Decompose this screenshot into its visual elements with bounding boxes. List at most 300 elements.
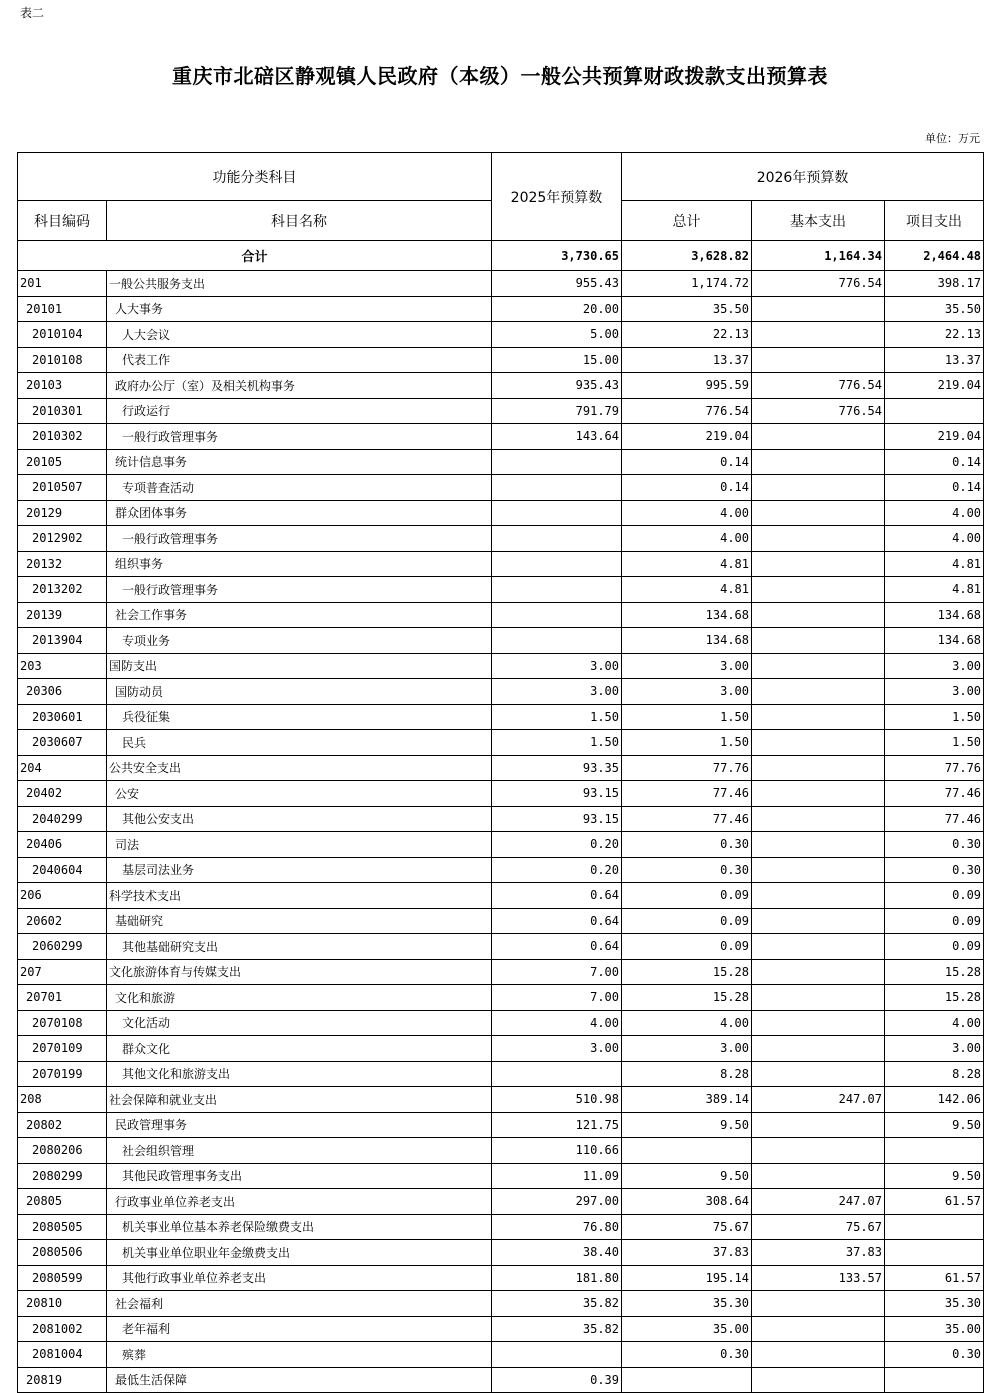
row-2026-basic xyxy=(752,755,885,781)
row-budget-2025 xyxy=(492,602,622,628)
row-name: 行政运行 xyxy=(107,398,492,424)
table-row xyxy=(18,1316,984,1342)
row-name: 民兵 xyxy=(107,730,492,756)
row-2026-project: 61.57 xyxy=(885,1265,984,1291)
row-code: 20805 xyxy=(18,1189,107,1215)
row-budget-2025: 935.43 xyxy=(492,373,622,399)
total-2025: 3,730.65 xyxy=(492,241,622,271)
row-budget-2025: 7.00 xyxy=(492,985,622,1011)
table-row xyxy=(18,908,984,934)
row-budget-2025: 181.80 xyxy=(492,1265,622,1291)
row-2026-total: 134.68 xyxy=(622,628,752,654)
row-budget-2025: 93.15 xyxy=(492,806,622,832)
row-code: 2012902 xyxy=(18,526,107,552)
row-2026-basic xyxy=(752,704,885,730)
row-2026-project: 3.00 xyxy=(885,1036,984,1062)
header-total: 总计 xyxy=(622,201,752,241)
row-budget-2025: 20.00 xyxy=(492,296,622,322)
row-2026-project: 142.06 xyxy=(885,1087,984,1113)
row-2026-total: 3.00 xyxy=(622,1036,752,1062)
row-code: 208 xyxy=(18,1087,107,1113)
row-name: 其他文化和旅游支出 xyxy=(107,1061,492,1087)
table-row xyxy=(18,1061,984,1087)
row-2026-basic xyxy=(752,475,885,501)
row-name: 国防支出 xyxy=(107,653,492,679)
row-2026-total: 35.30 xyxy=(622,1291,752,1317)
header-basic: 基本支出 xyxy=(752,201,885,241)
row-2026-project: 0.09 xyxy=(885,934,984,960)
budget-table xyxy=(17,152,984,1393)
row-2026-basic xyxy=(752,1342,885,1368)
row-code: 20129 xyxy=(18,500,107,526)
row-2026-project xyxy=(885,398,984,424)
row-budget-2025: 15.00 xyxy=(492,347,622,373)
row-2026-total: 0.30 xyxy=(622,1342,752,1368)
row-budget-2025 xyxy=(492,526,622,552)
row-name: 专项业务 xyxy=(107,628,492,654)
row-name: 一般行政管理事务 xyxy=(107,424,492,450)
row-2026-project: 9.50 xyxy=(885,1163,984,1189)
row-2026-total: 15.28 xyxy=(622,959,752,985)
row-budget-2025: 5.00 xyxy=(492,322,622,348)
row-2026-total: 1.50 xyxy=(622,704,752,730)
row-budget-2025: 510.98 xyxy=(492,1087,622,1113)
row-name: 社会保障和就业支出 xyxy=(107,1087,492,1113)
row-2026-total: 4.81 xyxy=(622,551,752,577)
row-2026-total: 995.59 xyxy=(622,373,752,399)
row-name: 代表工作 xyxy=(107,347,492,373)
row-budget-2025: 0.64 xyxy=(492,908,622,934)
row-budget-2025: 35.82 xyxy=(492,1316,622,1342)
table-row xyxy=(18,1036,984,1062)
row-budget-2025: 4.00 xyxy=(492,1010,622,1036)
row-code: 2010301 xyxy=(18,398,107,424)
row-budget-2025: 1.50 xyxy=(492,730,622,756)
row-2026-project: 35.00 xyxy=(885,1316,984,1342)
total-row xyxy=(18,241,984,271)
table-row xyxy=(18,1138,984,1164)
row-2026-basic xyxy=(752,883,885,909)
row-name: 文化活动 xyxy=(107,1010,492,1036)
row-name: 兵役征集 xyxy=(107,704,492,730)
header-name: 科目名称 xyxy=(107,201,492,241)
row-2026-total xyxy=(622,1367,752,1393)
row-2026-project xyxy=(885,1367,984,1393)
table-number-label: 表二 xyxy=(20,6,45,20)
row-code: 2081002 xyxy=(18,1316,107,1342)
row-2026-project: 77.46 xyxy=(885,781,984,807)
row-2026-total: 3.00 xyxy=(622,653,752,679)
row-2026-basic xyxy=(752,781,885,807)
row-name: 公安 xyxy=(107,781,492,807)
table-row xyxy=(18,628,984,654)
row-budget-2025 xyxy=(492,628,622,654)
row-code: 2070109 xyxy=(18,1036,107,1062)
row-2026-basic xyxy=(752,1061,885,1087)
table-row xyxy=(18,1240,984,1266)
row-2026-basic: 776.54 xyxy=(752,271,885,297)
row-code: 20406 xyxy=(18,832,107,858)
row-2026-basic xyxy=(752,1138,885,1164)
row-name: 专项普查活动 xyxy=(107,475,492,501)
row-budget-2025 xyxy=(492,551,622,577)
row-2026-basic xyxy=(752,959,885,985)
row-budget-2025: 3.00 xyxy=(492,679,622,705)
row-code: 2030601 xyxy=(18,704,107,730)
row-2026-total: 4.00 xyxy=(622,1010,752,1036)
row-budget-2025: 297.00 xyxy=(492,1189,622,1215)
row-2026-project xyxy=(885,1240,984,1266)
row-2026-project: 0.30 xyxy=(885,832,984,858)
row-2026-total: 35.00 xyxy=(622,1316,752,1342)
table-row xyxy=(18,653,984,679)
row-2026-basic xyxy=(752,730,885,756)
row-2026-basic xyxy=(752,857,885,883)
row-2026-basic xyxy=(752,296,885,322)
row-code: 2070199 xyxy=(18,1061,107,1087)
total-2026-project: 2,464.48 xyxy=(885,241,984,271)
table-row xyxy=(18,602,984,628)
table-row xyxy=(18,1087,984,1113)
row-code: 2040604 xyxy=(18,857,107,883)
table-row xyxy=(18,934,984,960)
row-budget-2025 xyxy=(492,1061,622,1087)
row-name: 一般行政管理事务 xyxy=(107,526,492,552)
row-2026-total: 35.50 xyxy=(622,296,752,322)
table-row xyxy=(18,959,984,985)
row-2026-basic: 247.07 xyxy=(752,1087,885,1113)
row-2026-total: 9.50 xyxy=(622,1163,752,1189)
table-row xyxy=(18,857,984,883)
total-2026-total: 3,628.82 xyxy=(622,241,752,271)
row-2026-total: 77.76 xyxy=(622,755,752,781)
row-name: 基础研究 xyxy=(107,908,492,934)
row-name: 国防动员 xyxy=(107,679,492,705)
row-code: 20105 xyxy=(18,449,107,475)
row-name: 一般公共服务支出 xyxy=(107,271,492,297)
row-2026-project: 1.50 xyxy=(885,704,984,730)
row-2026-total: 3.00 xyxy=(622,679,752,705)
row-2026-project: 61.57 xyxy=(885,1189,984,1215)
row-2026-project: 219.04 xyxy=(885,373,984,399)
header-budget-2025: 2025年预算数 xyxy=(492,153,622,241)
row-2026-project: 134.68 xyxy=(885,628,984,654)
row-2026-project: 9.50 xyxy=(885,1112,984,1138)
row-2026-project: 22.13 xyxy=(885,322,984,348)
header-func-class: 功能分类科目 xyxy=(18,153,492,201)
row-budget-2025: 3.00 xyxy=(492,653,622,679)
header-budget-2026: 2026年预算数 xyxy=(622,153,984,201)
row-code: 20701 xyxy=(18,985,107,1011)
row-2026-project: 4.00 xyxy=(885,526,984,552)
row-2026-total: 0.30 xyxy=(622,857,752,883)
row-budget-2025: 1.50 xyxy=(492,704,622,730)
row-code: 206 xyxy=(18,883,107,909)
table-row xyxy=(18,1189,984,1215)
row-code: 2010302 xyxy=(18,424,107,450)
row-name: 统计信息事务 xyxy=(107,449,492,475)
row-2026-basic xyxy=(752,934,885,960)
row-2026-basic xyxy=(752,985,885,1011)
row-2026-project: 3.00 xyxy=(885,653,984,679)
row-2026-project xyxy=(885,1214,984,1240)
row-budget-2025 xyxy=(492,475,622,501)
row-budget-2025: 3.00 xyxy=(492,1036,622,1062)
row-code: 2080299 xyxy=(18,1163,107,1189)
row-name: 社会工作事务 xyxy=(107,602,492,628)
row-2026-basic xyxy=(752,449,885,475)
row-2026-total: 15.28 xyxy=(622,985,752,1011)
table-row xyxy=(18,526,984,552)
row-name: 群众团体事务 xyxy=(107,500,492,526)
row-code: 2080599 xyxy=(18,1265,107,1291)
table-row xyxy=(18,296,984,322)
row-2026-total: 1,174.72 xyxy=(622,271,752,297)
row-name: 机关事业单位职业年金缴费支出 xyxy=(107,1240,492,1266)
row-code: 2010108 xyxy=(18,347,107,373)
row-name: 文化和旅游 xyxy=(107,985,492,1011)
row-name: 殡葬 xyxy=(107,1342,492,1368)
row-2026-basic: 247.07 xyxy=(752,1189,885,1215)
row-name: 科学技术支出 xyxy=(107,883,492,909)
table-row xyxy=(18,1342,984,1368)
table-row xyxy=(18,1291,984,1317)
table-row xyxy=(18,347,984,373)
row-budget-2025 xyxy=(492,577,622,603)
row-2026-project: 15.28 xyxy=(885,959,984,985)
row-2026-total: 77.46 xyxy=(622,806,752,832)
row-budget-2025: 76.80 xyxy=(492,1214,622,1240)
row-2026-total: 0.09 xyxy=(622,883,752,909)
row-2026-total: 219.04 xyxy=(622,424,752,450)
row-budget-2025: 11.09 xyxy=(492,1163,622,1189)
row-budget-2025: 110.66 xyxy=(492,1138,622,1164)
row-2026-project: 3.00 xyxy=(885,679,984,705)
row-2026-basic xyxy=(752,602,885,628)
row-2026-basic xyxy=(752,653,885,679)
row-2026-project: 398.17 xyxy=(885,271,984,297)
row-2026-total: 0.09 xyxy=(622,934,752,960)
row-budget-2025 xyxy=(492,500,622,526)
row-code: 20139 xyxy=(18,602,107,628)
row-code: 2080505 xyxy=(18,1214,107,1240)
row-2026-total: 134.68 xyxy=(622,602,752,628)
row-2026-basic xyxy=(752,1010,885,1036)
row-2026-total: 0.09 xyxy=(622,908,752,934)
row-code: 2080206 xyxy=(18,1138,107,1164)
row-2026-project: 35.50 xyxy=(885,296,984,322)
table-row xyxy=(18,1112,984,1138)
row-code: 2080506 xyxy=(18,1240,107,1266)
table-row xyxy=(18,551,984,577)
row-2026-project: 35.30 xyxy=(885,1291,984,1317)
row-budget-2025: 0.64 xyxy=(492,883,622,909)
table-row xyxy=(18,883,984,909)
table-row xyxy=(18,755,984,781)
table-row xyxy=(18,398,984,424)
row-name: 政府办公厅（室）及相关机构事务 xyxy=(107,373,492,399)
unit-label: 单位：万元 xyxy=(925,132,980,145)
row-2026-basic xyxy=(752,1163,885,1189)
row-name: 机关事业单位基本养老保险缴费支出 xyxy=(107,1214,492,1240)
row-budget-2025: 0.64 xyxy=(492,934,622,960)
row-name: 公共安全支出 xyxy=(107,755,492,781)
row-name: 组织事务 xyxy=(107,551,492,577)
row-2026-total: 8.28 xyxy=(622,1061,752,1087)
row-2026-basic: 133.57 xyxy=(752,1265,885,1291)
row-budget-2025: 38.40 xyxy=(492,1240,622,1266)
row-code: 2060299 xyxy=(18,934,107,960)
row-2026-total: 4.00 xyxy=(622,500,752,526)
row-name: 最低生活保障 xyxy=(107,1367,492,1393)
row-name: 社会福利 xyxy=(107,1291,492,1317)
row-2026-project: 4.00 xyxy=(885,500,984,526)
row-2026-total: 389.14 xyxy=(622,1087,752,1113)
row-name: 人大会议 xyxy=(107,322,492,348)
row-2026-total: 13.37 xyxy=(622,347,752,373)
row-code: 20810 xyxy=(18,1291,107,1317)
row-2026-project: 1.50 xyxy=(885,730,984,756)
row-2026-project: 0.30 xyxy=(885,857,984,883)
row-2026-basic xyxy=(752,1112,885,1138)
row-2026-total: 77.46 xyxy=(622,781,752,807)
row-name: 其他基础研究支出 xyxy=(107,934,492,960)
table-row xyxy=(18,373,984,399)
table-row xyxy=(18,1010,984,1036)
page-title: 重庆市北碚区静观镇人民政府（本级）一般公共预算财政拨款支出预算表 xyxy=(172,64,828,88)
row-code: 20819 xyxy=(18,1367,107,1393)
row-code: 20132 xyxy=(18,551,107,577)
table-row xyxy=(18,679,984,705)
row-2026-total: 37.83 xyxy=(622,1240,752,1266)
row-2026-total: 4.00 xyxy=(622,526,752,552)
row-budget-2025: 955.43 xyxy=(492,271,622,297)
row-budget-2025: 35.82 xyxy=(492,1291,622,1317)
row-2026-basic xyxy=(752,1367,885,1393)
header-code: 科目编码 xyxy=(18,201,107,241)
table-row xyxy=(18,730,984,756)
row-2026-project: 77.76 xyxy=(885,755,984,781)
row-code: 20103 xyxy=(18,373,107,399)
row-2026-basic: 776.54 xyxy=(752,398,885,424)
table-row xyxy=(18,322,984,348)
row-2026-total: 195.14 xyxy=(622,1265,752,1291)
row-2026-basic xyxy=(752,526,885,552)
row-2026-project xyxy=(885,1138,984,1164)
row-code: 201 xyxy=(18,271,107,297)
row-2026-project: 4.81 xyxy=(885,577,984,603)
row-budget-2025: 0.39 xyxy=(492,1367,622,1393)
table-row xyxy=(18,449,984,475)
table-row xyxy=(18,1163,984,1189)
row-2026-project: 4.00 xyxy=(885,1010,984,1036)
table-row xyxy=(18,1214,984,1240)
table-row xyxy=(18,781,984,807)
row-code: 20306 xyxy=(18,679,107,705)
row-code: 20402 xyxy=(18,781,107,807)
row-2026-basic xyxy=(752,908,885,934)
row-2026-basic xyxy=(752,500,885,526)
row-2026-total: 0.14 xyxy=(622,475,752,501)
total-label: 合计 xyxy=(18,241,492,271)
row-code: 2030607 xyxy=(18,730,107,756)
row-2026-total xyxy=(622,1138,752,1164)
table-row xyxy=(18,475,984,501)
row-2026-total: 1.50 xyxy=(622,730,752,756)
row-2026-total: 9.50 xyxy=(622,1112,752,1138)
row-2026-basic xyxy=(752,551,885,577)
row-code: 20101 xyxy=(18,296,107,322)
row-name: 其他民政管理事务支出 xyxy=(107,1163,492,1189)
row-2026-total: 22.13 xyxy=(622,322,752,348)
row-name: 其他行政事业单位养老支出 xyxy=(107,1265,492,1291)
row-2026-project: 219.04 xyxy=(885,424,984,450)
row-2026-basic xyxy=(752,628,885,654)
row-budget-2025: 93.15 xyxy=(492,781,622,807)
table-row xyxy=(18,1367,984,1393)
row-2026-project: 0.30 xyxy=(885,1342,984,1368)
row-2026-project: 15.28 xyxy=(885,985,984,1011)
row-budget-2025: 93.35 xyxy=(492,755,622,781)
row-2026-basic xyxy=(752,832,885,858)
row-2026-total: 776.54 xyxy=(622,398,752,424)
row-2026-project: 134.68 xyxy=(885,602,984,628)
row-2026-project: 0.14 xyxy=(885,475,984,501)
row-code: 2010104 xyxy=(18,322,107,348)
row-2026-project: 4.81 xyxy=(885,551,984,577)
row-code: 207 xyxy=(18,959,107,985)
row-2026-project: 8.28 xyxy=(885,1061,984,1087)
row-2026-basic xyxy=(752,806,885,832)
row-2026-basic: 75.67 xyxy=(752,1214,885,1240)
row-2026-project: 0.14 xyxy=(885,449,984,475)
row-2026-basic xyxy=(752,1316,885,1342)
row-budget-2025: 121.75 xyxy=(492,1112,622,1138)
row-code: 20802 xyxy=(18,1112,107,1138)
row-name: 一般行政管理事务 xyxy=(107,577,492,603)
row-2026-basic xyxy=(752,424,885,450)
header-project: 项目支出 xyxy=(885,201,984,241)
row-name: 其他公安支出 xyxy=(107,806,492,832)
row-2026-basic xyxy=(752,1036,885,1062)
row-2026-project: 0.09 xyxy=(885,908,984,934)
row-budget-2025: 0.20 xyxy=(492,832,622,858)
row-budget-2025: 791.79 xyxy=(492,398,622,424)
table-row xyxy=(18,424,984,450)
row-name: 文化旅游体育与传媒支出 xyxy=(107,959,492,985)
row-name: 行政事业单位养老支出 xyxy=(107,1189,492,1215)
row-name: 人大事务 xyxy=(107,296,492,322)
row-name: 司法 xyxy=(107,832,492,858)
row-2026-project: 13.37 xyxy=(885,347,984,373)
row-budget-2025: 143.64 xyxy=(492,424,622,450)
table-row xyxy=(18,1265,984,1291)
table-row xyxy=(18,271,984,297)
row-2026-total: 308.64 xyxy=(622,1189,752,1215)
row-code: 2040299 xyxy=(18,806,107,832)
row-budget-2025: 0.20 xyxy=(492,857,622,883)
row-2026-project: 77.46 xyxy=(885,806,984,832)
row-2026-basic xyxy=(752,322,885,348)
row-2026-total: 75.67 xyxy=(622,1214,752,1240)
row-2026-basic xyxy=(752,679,885,705)
row-code: 2081004 xyxy=(18,1342,107,1368)
row-2026-basic: 37.83 xyxy=(752,1240,885,1266)
row-code: 2013904 xyxy=(18,628,107,654)
row-2026-basic: 776.54 xyxy=(752,373,885,399)
row-2026-total: 0.14 xyxy=(622,449,752,475)
row-name: 老年福利 xyxy=(107,1316,492,1342)
